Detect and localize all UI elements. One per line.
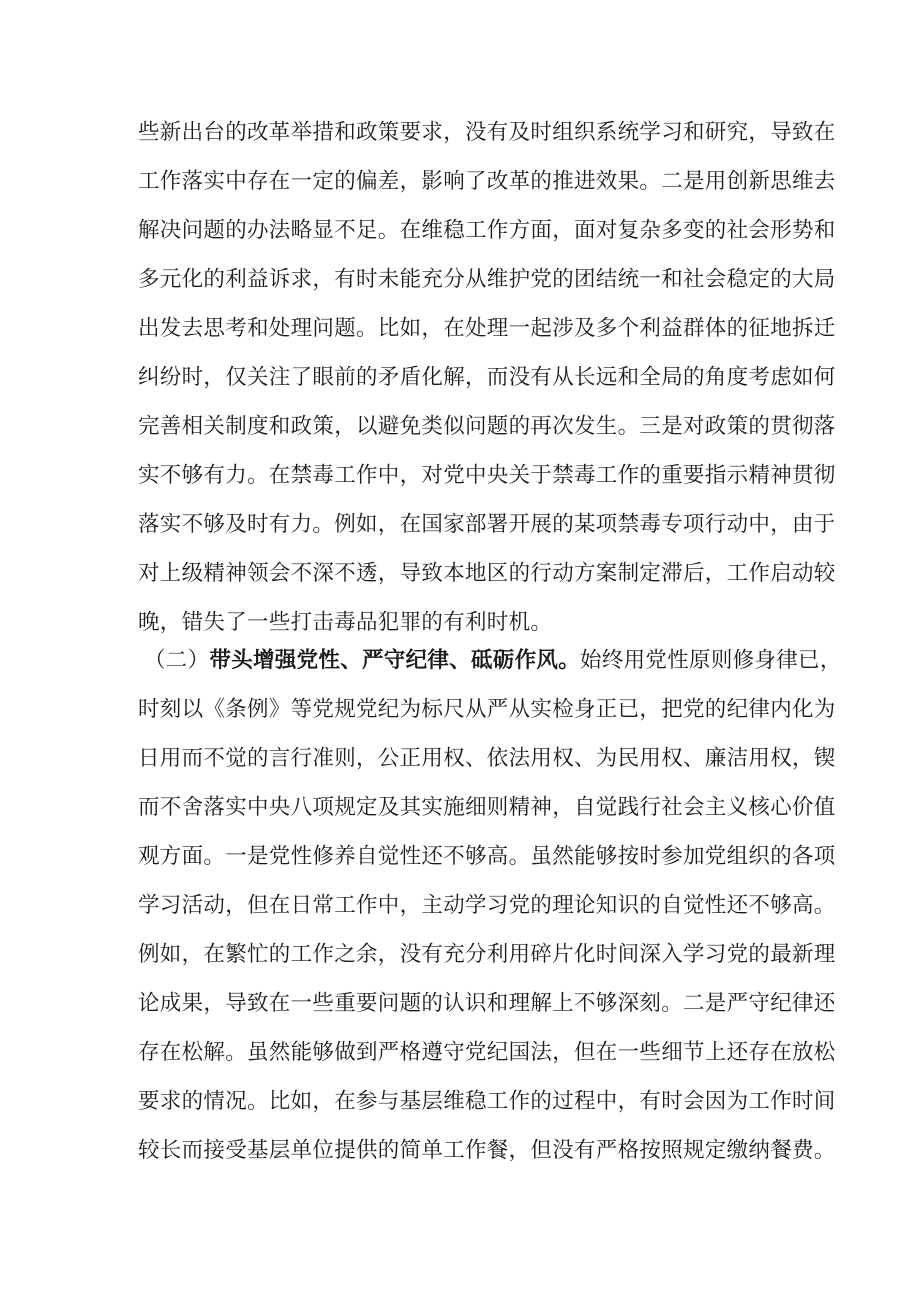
paragraph-line: 论成果，导致在一些重要问题的认识和理解上不够深刻。二是严守纪律还: [138, 991, 836, 1016]
paragraph-line: 解决问题的办法略显不足。在维稳工作方面，面对复杂多变的社会形势和: [138, 218, 836, 243]
paragraph-line: 完善相关制度和政策，以避免类似问题的再次发生。三是对政策的贯彻落: [138, 414, 836, 439]
paragraph-line: 对上级精神领会不深不透，导致本地区的行动方案制定滞后，工作启动较: [138, 561, 836, 586]
paragraph-line: 日用而不觉的言行准则，公正用权、依法用权、为民用权、廉洁用权，锲: [138, 746, 836, 771]
section-heading: 带头增强党性、严守纪律、砥砺作风。: [209, 648, 581, 673]
paragraph-line: 实不够有力。在禁毒工作中，对党中央关于禁毒工作的重要指示精神贯彻: [138, 463, 836, 488]
paragraph-line: 落实不够及时有力。例如，在国家部署开展的某项禁毒专项行动中，由于: [138, 512, 836, 537]
paragraph-line: 而不舍落实中央八项规定及其实施细则精神，自觉践行社会主义核心价值: [138, 795, 836, 820]
paragraph-line: 多元化的利益诉求，有时未能充分从维护党的团结统一和社会稳定的大局: [138, 267, 836, 292]
paragraph-line: 学习活动，但在日常工作中，主动学习党的理论知识的自觉性还不够高。: [138, 893, 836, 918]
paragraph-line: 出发去思考和处理问题。比如，在处理一起涉及多个利益群体的征地拆迁: [138, 316, 836, 341]
section-number: （二）: [144, 648, 210, 673]
paragraph-line: 例如，在繁忙的工作之余，没有充分利用碎片化时间深入学习党的最新理: [138, 942, 836, 967]
paragraph-line: 纠纷时，仅关注了眼前的矛盾化解，而没有从长远和全局的角度考虑如何: [138, 365, 836, 390]
paragraph-line: 晚，错失了一些打击毒品犯罪的有利时机。: [138, 610, 553, 635]
paragraph-line: 存在松解。虽然能够做到严格遵守党纪国法，但在一些细节上还存在放松: [138, 1040, 836, 1065]
paragraph-line: 较长而接受基层单位提供的简单工作餐，但没有严格按照规定缴纳餐费。: [138, 1138, 836, 1163]
paragraph-line: 些新出台的改革举措和政策要求，没有及时组织系统学习和研究，导致在: [138, 120, 836, 145]
section-heading-line: [138, 636, 842, 685]
paragraph-1: [138, 108, 836, 647]
paragraph-line: 要求的情况。比如，在参与基层维稳工作的过程中，有时会因为工作时间: [138, 1089, 836, 1114]
paragraph-line: 工作落实中存在一定的偏差，影响了改革的推进效果。二是用创新思维去: [138, 169, 836, 194]
paragraph-line: 观方面。一是党性修养自觉性还不够高。虽然能够按时参加党组织的各项: [138, 844, 836, 869]
paragraph-line: 时刻以《条例》等党规党纪为标尺从严从实检身正已，把党的纪律内化为: [138, 697, 836, 722]
paragraph-2: [138, 636, 842, 1175]
section-heading-rest: 始终用党性原则修身律已，: [580, 648, 842, 673]
